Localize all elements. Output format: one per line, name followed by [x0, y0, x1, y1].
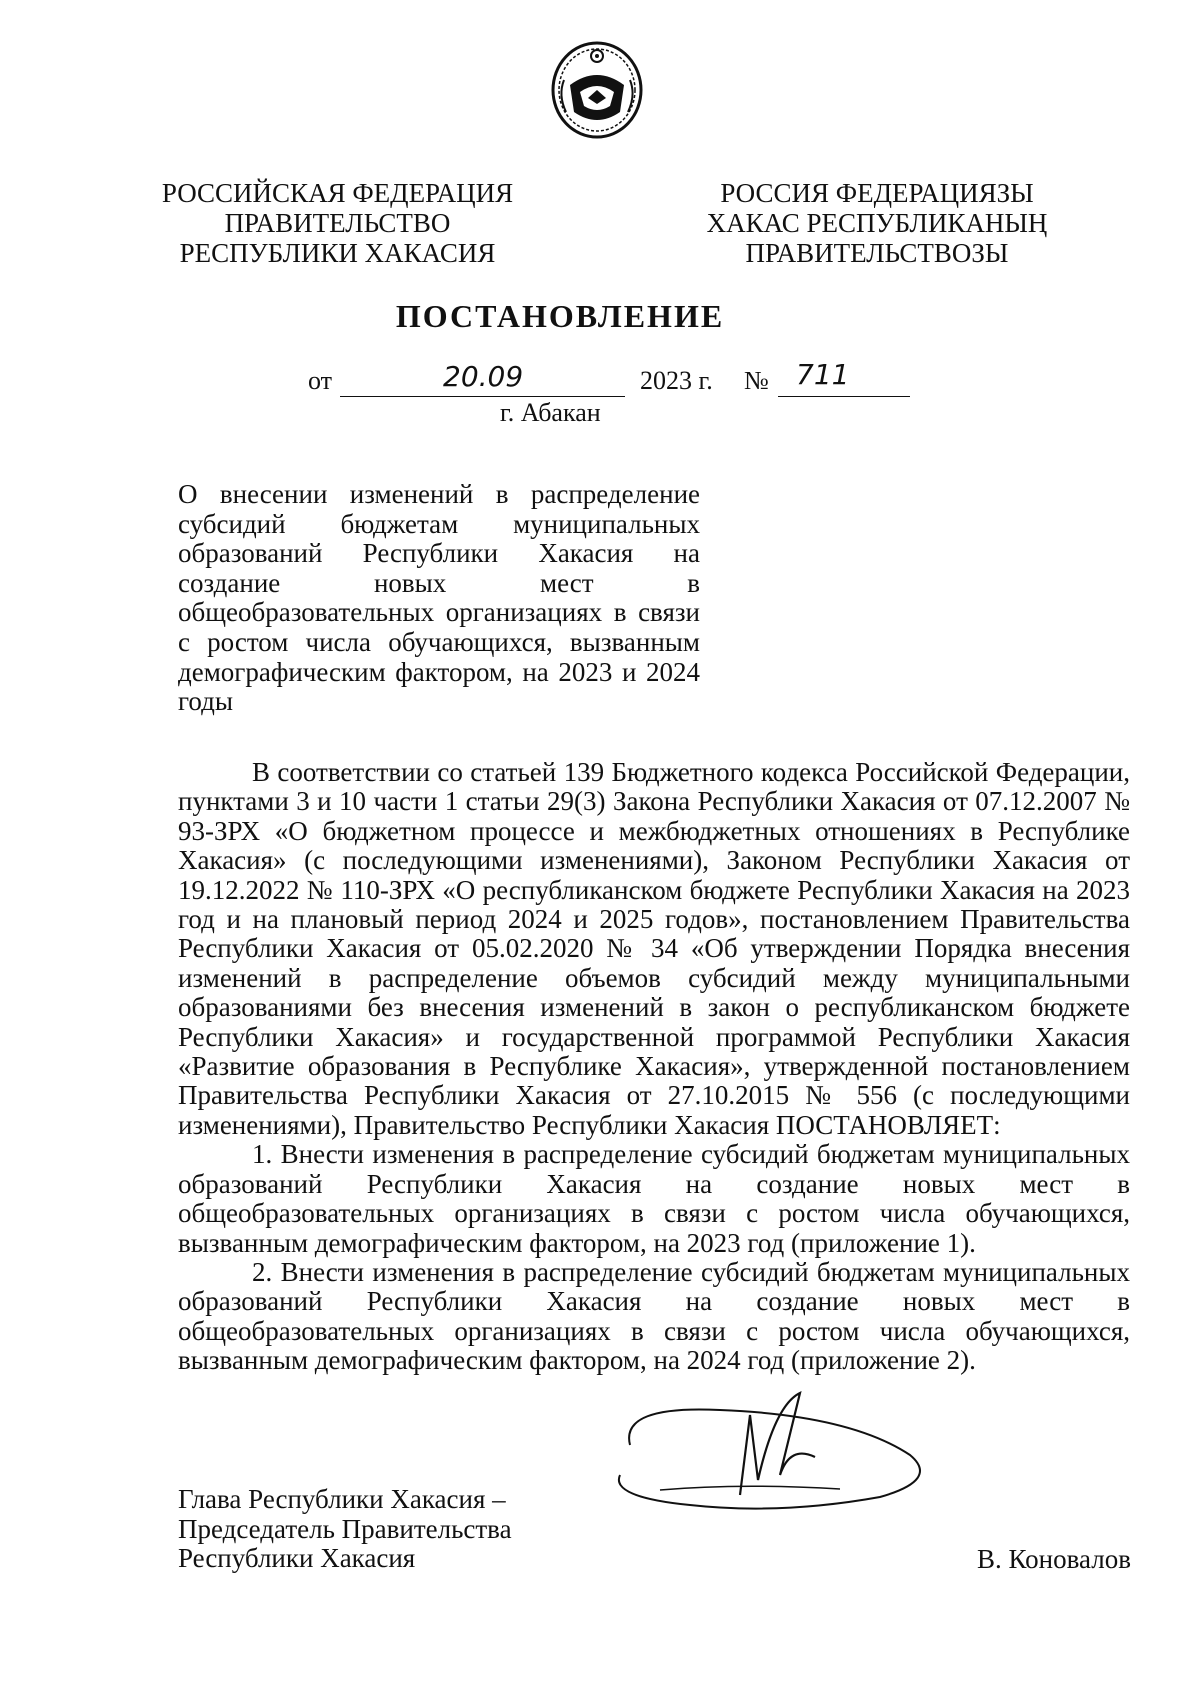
header-left-line-1: РОССИЙСКАЯ ФЕДЕРАЦИЯ: [161, 178, 514, 208]
date-handwritten: 20.09: [443, 360, 524, 393]
header-right-line-2: ХАКАС РЕСПУБЛИКАНЫҢ: [706, 208, 1048, 238]
header-right-line-3: ПРАВИТЕЛЬСТВОЗЫ: [745, 238, 1009, 268]
signatory-position-line-1: Глава Республики Хакасия –: [178, 1484, 506, 1514]
signatory-position-line-2: Председатель Правительства: [178, 1513, 512, 1544]
date-prefix: от: [308, 366, 333, 395]
header-left-line-2: ПРАВИТЕЛЬСТВО: [224, 208, 451, 238]
document-body: [178, 758, 1130, 1376]
signatory-position-line-3: Республики Хакасия: [178, 1543, 416, 1574]
header-right-line-1: РОССИЯ ФЕДЕРАЦИЯЗЫ: [720, 178, 1034, 208]
number-sign: №: [744, 366, 769, 395]
coat-of-arms-emblem: [550, 40, 644, 140]
handwritten-signature: [600, 1385, 940, 1525]
date-line: [308, 358, 928, 400]
header-right: [692, 178, 1062, 268]
number-handwritten: 711: [796, 358, 850, 391]
date-year: 2023 г.: [640, 366, 713, 395]
signatory-position: [178, 1485, 512, 1574]
document-subject: О внесении изменений в распределение субсидий бюджетам муниципальных образований Республики Хакасия на создание новых мест в общеобразовательных организациях в связи с ростом числа обучающихся, вызванным демографическим фактором, на 2023 и 2024 годы: [178, 479, 700, 717]
body-item-1: 1. Внести изменения в распределение субсидий бюджетам муниципальных образований Республики Хакасия на создание новых мест в общеобразовательных организациях в связи с ростом числа обучающихся, вызванным демографическим фактором, на 2023 год (приложение 1).: [178, 1139, 1130, 1258]
body-preamble: В соответствии со статьей 139 Бюджетного кодекса Российской Федерации, пунктами 3 и 10 части 1 статьи 29(3) Закона Республики Хакасия от 07.12.2007 № 93-ЗРХ «О бюджетном процессе и межбюджетных отношениях в Республике Хакасия» (с последующими изменениями), Законом Республики Хакасия от 19.12.2022 № 110-ЗРХ «О республиканском бюджете Республики Хакасия на 2023 год и на плановый период 2024 и 2025 годов», постановлением Правительства Республики Хакасия от 05.02.2020 № 34 «Об утверждении Порядка внесения изменений в распределение объемов субсидий между муниципальными образованиями без внесения изменений в закон о республиканском бюджете Республики Хакасия» и государственной программой Республики Хакасия «Развитие образования в Республике Хакасия», утвержденной постановлением Правительства Республики Хакасия от 27.10.2015 № 556 (с последующими изменениями), Правительство Республики Хакасия ПОСТАНОВЛЯЕТ:: [178, 757, 1130, 1140]
header-left: [150, 178, 525, 268]
body-item-2: 2. Внести изменения в распределение субсидий бюджетам муниципальных образований Республики Хакасия на создание новых мест в общеобразовательных организациях в связи с ростом числа обучающихся, вызванным демографическим фактором, на 2024 год (приложение 2).: [178, 1256, 1130, 1376]
header-left-line-3: РЕСПУБЛИКИ ХАКАСИЯ: [179, 238, 496, 268]
signatory-name: В. Коновалов: [977, 1544, 1131, 1574]
city-label: г. Абакан: [500, 398, 601, 427]
document-title: ПОСТАНОВЛЕНИЕ: [395, 298, 725, 334]
